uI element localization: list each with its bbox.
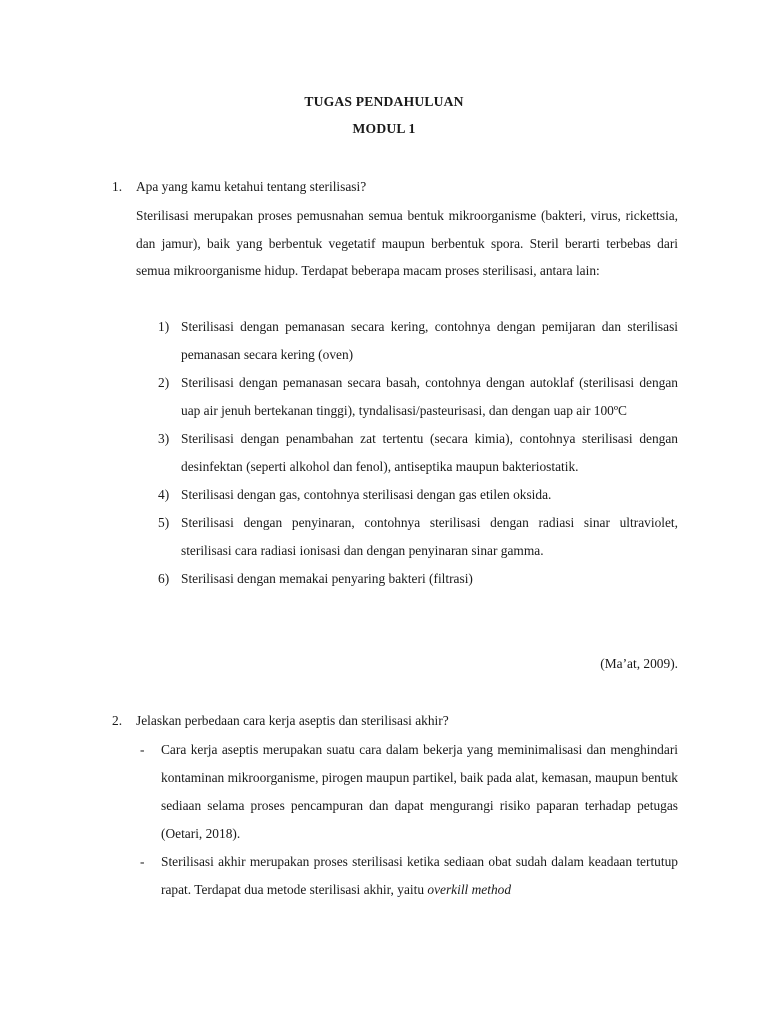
list-item-text: Sterilisasi dengan pemanasan secara kering, contohnya dengan pemijaran dan sterilisasi pemanasan secara kering (oven)	[181, 319, 678, 362]
question-1	[112, 173, 678, 201]
question-2-text: Jelaskan perbedaan cara kerja aseptis dan sterilisasi akhir?	[136, 713, 449, 728]
question-2-number: 2.	[112, 713, 123, 728]
list-item-emphasis: overkill method	[427, 882, 512, 897]
question-1-answer: Sterilisasi merupakan proses pemusnahan semua bentuk mikroorganisme (bakteri, virus, rickettsia, dan jamur), baik yang berbentuk vegetatif maupun berbentuk spora. Steril berarti terbebas dari semua mikroorganisme hidup. Terdapat beberapa macam proses sterilisasi, antara lain:	[136, 208, 678, 278]
list-item-text: Sterilisasi dengan penambahan zat tertentu (secara kimia), contohnya sterilisasi dengan desinfektan (seperti alkohol dan fenol), antiseptika maupun bakteriostatik.	[181, 431, 678, 474]
list-item-number: 1)	[158, 319, 170, 334]
list-item	[158, 369, 678, 425]
list-item	[158, 509, 678, 565]
list-item-bullet: -	[140, 854, 145, 869]
list-item-number: 5)	[158, 515, 170, 530]
question-1-number: 1.	[112, 179, 123, 194]
list-item-number: 6)	[158, 571, 170, 586]
list-item-number: 4)	[158, 487, 170, 502]
list-item-text: Sterilisasi dengan penyinaran, contohnya sterilisasi dengan radiasi sinar ultraviolet, sterilisasi cara radiasi ionisasi dan dengan penyinaran sinar gamma.	[181, 515, 678, 558]
document-subtitle: MODUL 1	[352, 121, 416, 136]
list-item-text: Sterilisasi dengan gas, contohnya sterilisasi dengan gas etilen oksida.	[181, 487, 552, 502]
list-item-text: Sterilisasi dengan memakai penyaring bakteri (filtrasi)	[181, 571, 473, 586]
list-item-text: Sterilisasi akhir merupakan proses sterilisasi ketika sediaan obat sudah dalam keadaan tertutup rapat. Terdapat dua metode sterilisasi akhir, yaitu	[161, 854, 678, 897]
list-item	[158, 313, 678, 369]
question-1-text: Apa yang kamu ketahui tentang sterilisasi?	[136, 179, 367, 194]
list-item	[138, 736, 678, 848]
sterilization-methods-list	[158, 313, 678, 593]
document-title: TUGAS PENDAHULUAN	[304, 94, 464, 109]
list-item	[158, 565, 678, 593]
question-2	[112, 707, 678, 735]
aseptic-vs-terminal-list	[138, 736, 678, 904]
list-item	[158, 425, 678, 481]
list-item-text: Cara kerja aseptis merupakan suatu cara dalam bekerja yang meminimalisasi dan menghindari kontaminan mikroorganisme, pirogen maupun partikel, baik pada alat, kemasan, maupun bentuk sediaan selama proses pencampuran dan dapat mengurangi risiko paparan terhadap petugas (Oetari, 2018).	[161, 742, 678, 841]
list-item-number: 2)	[158, 375, 170, 390]
list-item-number: 3)	[158, 431, 170, 446]
list-item	[158, 481, 678, 509]
list-item-bullet: -	[140, 742, 145, 757]
list-item-text: Sterilisasi dengan pemanasan secara basah, contohnya dengan autoklaf (sterilisasi dengan uap air jenuh bertekanan tinggi), tyndalisasi/pasteurisasi, dan dengan uap air 100ºC	[181, 375, 678, 418]
list-item	[138, 848, 678, 904]
citation: (Ma’at, 2009).	[600, 656, 678, 671]
